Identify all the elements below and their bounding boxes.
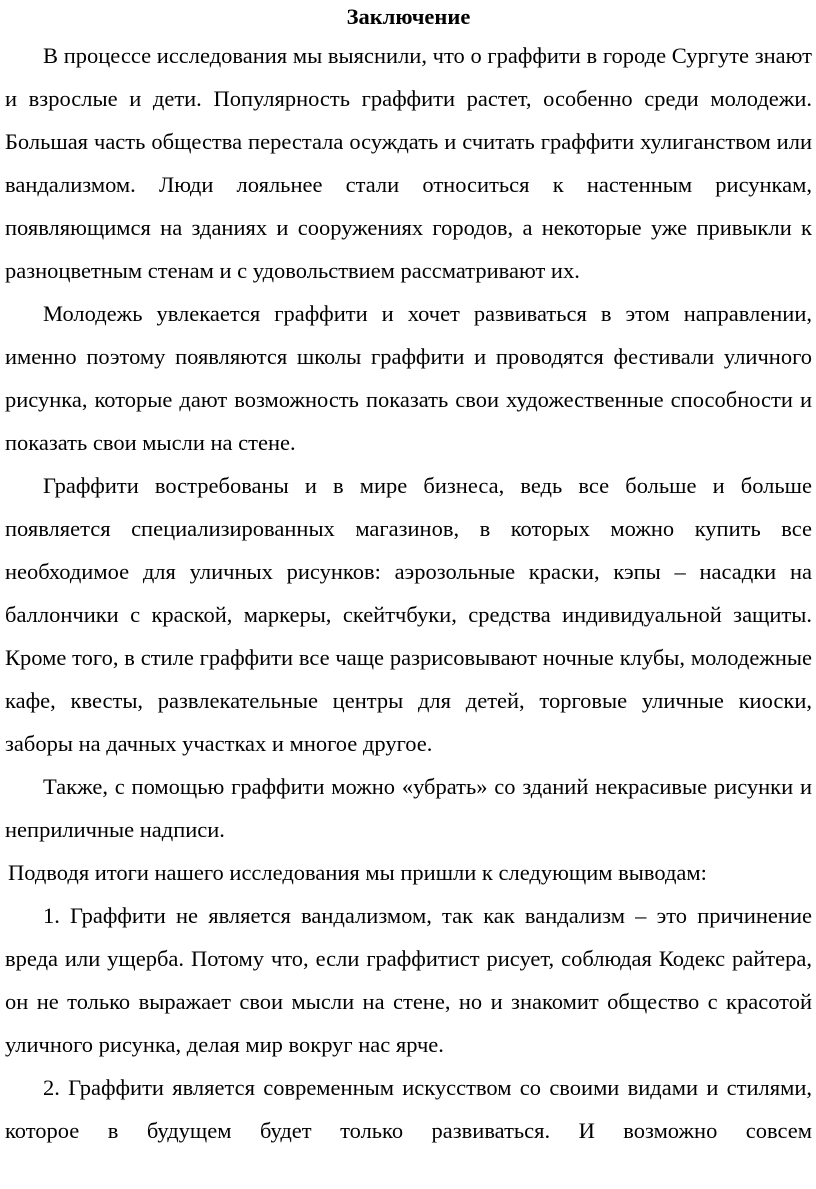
document-title: Заключение [346, 4, 471, 29]
paragraph-youth: Молодежь увлекается граффити и хочет развиваться в этом направлении, именно поэтому появляются школы граффити и проводятся фестивали уличного рисунка, которые дают возможность показать свои художественные способности и показать свои мысли на стене. [5, 301, 812, 455]
paragraph-research-findings: В процессе исследования мы выяснили, что о граффити в городе Сургуте знают и взрослые и дети. Популярность граффити растет, особенно среди молодежи. Большая часть общества перестала осуждать и считать граффити хулиганством или вандализмом. Люди лояльнее стали относиться к настенным рисункам, появляющимся на зданиях и сооружениях городов, а некоторые уже привыкли к разноцветным стенам и с удовольствием рассматривают их. [5, 43, 812, 283]
paragraph-cleanup: Также, с помощью граффити можно «убрать» со зданий некрасивые рисунки и неприличные надписи. [5, 774, 812, 842]
conclusion-item-2: 2. Граффити является современным искусством со своими видами и стилями, которое в будущем будет только развиваться. И возможно совсем [5, 1075, 812, 1143]
paragraph-summary: Подводя итоги нашего исследования мы пришли к следующим выводам: [8, 860, 707, 885]
paragraph-business: Граффити востребованы и в мире бизнеса, ведь все больше и больше появляется специализированных магазинов, в которых можно купить все необходимое для уличных рисунков: аэрозольные краски, кэпы – насадки на баллончики с краской, маркеры, скейтчбуки, средства индивидуальной защиты. Кроме того, в стиле граффити все чаще разрисовывают ночные клубы, молодежные кафе, квесты, развлекательные центры для детей, торговые уличные киоски, заборы на дачных участках и многое другое. [5, 473, 812, 756]
conclusion-item-1: 1. Граффити не является вандализмом, так как вандализм – это причинение вреда или ущерба. Потому что, если граффитист рисует, соблюдая Кодекс райтера, он не только выражает свои мысли на стене, но и знакомит общество с красотой уличного рисунка, делая мир вокруг нас ярче. [5, 903, 812, 1057]
